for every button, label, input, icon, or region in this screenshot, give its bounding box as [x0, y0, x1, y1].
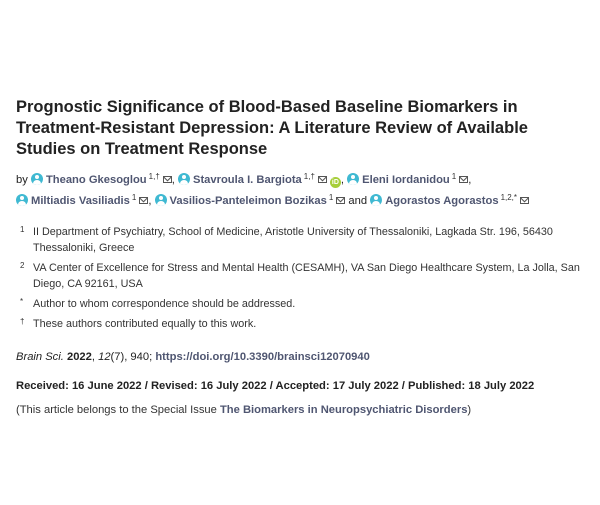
- email-icon[interactable]: [163, 176, 172, 183]
- email-icon[interactable]: [336, 197, 345, 204]
- and-label: and: [348, 195, 368, 207]
- email-icon[interactable]: [318, 176, 327, 183]
- affiliation-number: †: [20, 317, 25, 326]
- email-icon[interactable]: [520, 197, 529, 204]
- author-profile-icon[interactable]: [16, 194, 28, 206]
- author-affiliation-sup: 1: [451, 172, 457, 181]
- author-link[interactable]: Theano Gkesoglou: [45, 174, 147, 186]
- citation: Brain Sci. 2022, 12(7), 940; https://doi.org/10.3390/brainsci12070940: [16, 351, 370, 363]
- affiliation-item: [16, 316, 600, 332]
- author-link[interactable]: Vasilios-Panteleimon Bozikas: [169, 195, 327, 207]
- author-link[interactable]: Stavroula I. Bargiota: [192, 174, 302, 186]
- affiliation-text: II Department of Psychiatry, School of Medicine, Aristotle University of Thessaloniki, Lagkada Str. 196, 56430 Thessaloniki, Greece: [33, 226, 553, 254]
- publication-dates: Received: 16 June 2022 / Revised: 16 July 2022 / Accepted: 17 July 2022 / Published: 18 July 2022: [16, 380, 535, 392]
- affiliation-number: 1: [20, 225, 25, 234]
- affiliation-number: *: [20, 297, 24, 306]
- affiliation-item: [16, 260, 600, 292]
- author-affiliation-sup: 1: [328, 193, 334, 202]
- affiliation-text: VA Center of Excellence for Stress and Mental Health (CESAMH), VA San Diego Healthcare System, La Jolla, San Diego, CA 92161, USA: [33, 262, 580, 290]
- special-issue-note: [16, 404, 600, 416]
- author-profile-icon[interactable]: [370, 194, 382, 206]
- email-icon[interactable]: [459, 176, 468, 183]
- author-profile-icon[interactable]: [31, 173, 43, 185]
- citation-year: 2022: [66, 351, 92, 363]
- doi-link[interactable]: https://doi.org/10.3390/brainsci12070940: [155, 351, 370, 363]
- special-issue-prefix: (This article belongs to the Special Issue: [16, 404, 217, 416]
- citation-volume: 12: [98, 351, 111, 363]
- email-icon[interactable]: [139, 197, 148, 204]
- affiliation-text: Author to whom correspondence should be addressed.: [33, 298, 296, 310]
- affiliation-list: [16, 224, 600, 332]
- affiliation-number: 2: [20, 261, 25, 270]
- special-issue-suffix: ): [467, 404, 472, 416]
- author-link[interactable]: Miltiadis Vasiliadis: [31, 195, 130, 207]
- article-header: [16, 97, 600, 416]
- article-title: Prognostic Significance of Blood-Based Baseline Biomarkers in Treatment-Resistant Depression: A Literature Review of Available Studies on Treatment Response: [16, 98, 528, 158]
- affiliation-text: These authors contributed equally to this work.: [33, 318, 257, 330]
- special-issue-link[interactable]: The Biomarkers in Neuropsychiatric Disorders: [219, 404, 468, 416]
- by-label: by: [16, 174, 28, 186]
- affiliation-item: [16, 224, 600, 256]
- citation-issue-page: (7), 940;: [110, 351, 153, 363]
- orcid-icon[interactable]: iD: [331, 179, 339, 186]
- author-profile-icon[interactable]: [155, 194, 167, 206]
- author-affiliation-sup: 1: [131, 193, 137, 202]
- author-affiliation-sup: 1,2,*: [500, 193, 518, 202]
- author-profile-icon[interactable]: [178, 173, 190, 185]
- author-link[interactable]: Eleni Iordanidou: [362, 174, 450, 186]
- author-affiliation-sup: 1,†: [148, 172, 160, 181]
- affiliation-item: [16, 296, 600, 312]
- author-affiliation-sup: 1,†: [303, 172, 315, 181]
- author-profile-icon[interactable]: [347, 173, 359, 185]
- journal-name: Brain Sci.: [16, 351, 64, 363]
- author-link[interactable]: Agorastos Agorastos: [385, 195, 499, 207]
- author-list: by Theano Gkesoglou $^{1,\dagger}$ , Stavroula I. Bargiota $^{1,\dagger}$iD , Eleni Iordanidou $^1$ , Miltiadis Vasiliadis $^1$ , Vasilios-Panteleimon Bozikas $^1$ and Agorastos Agorastos $^{1,2,*}$: [16, 168, 600, 210]
